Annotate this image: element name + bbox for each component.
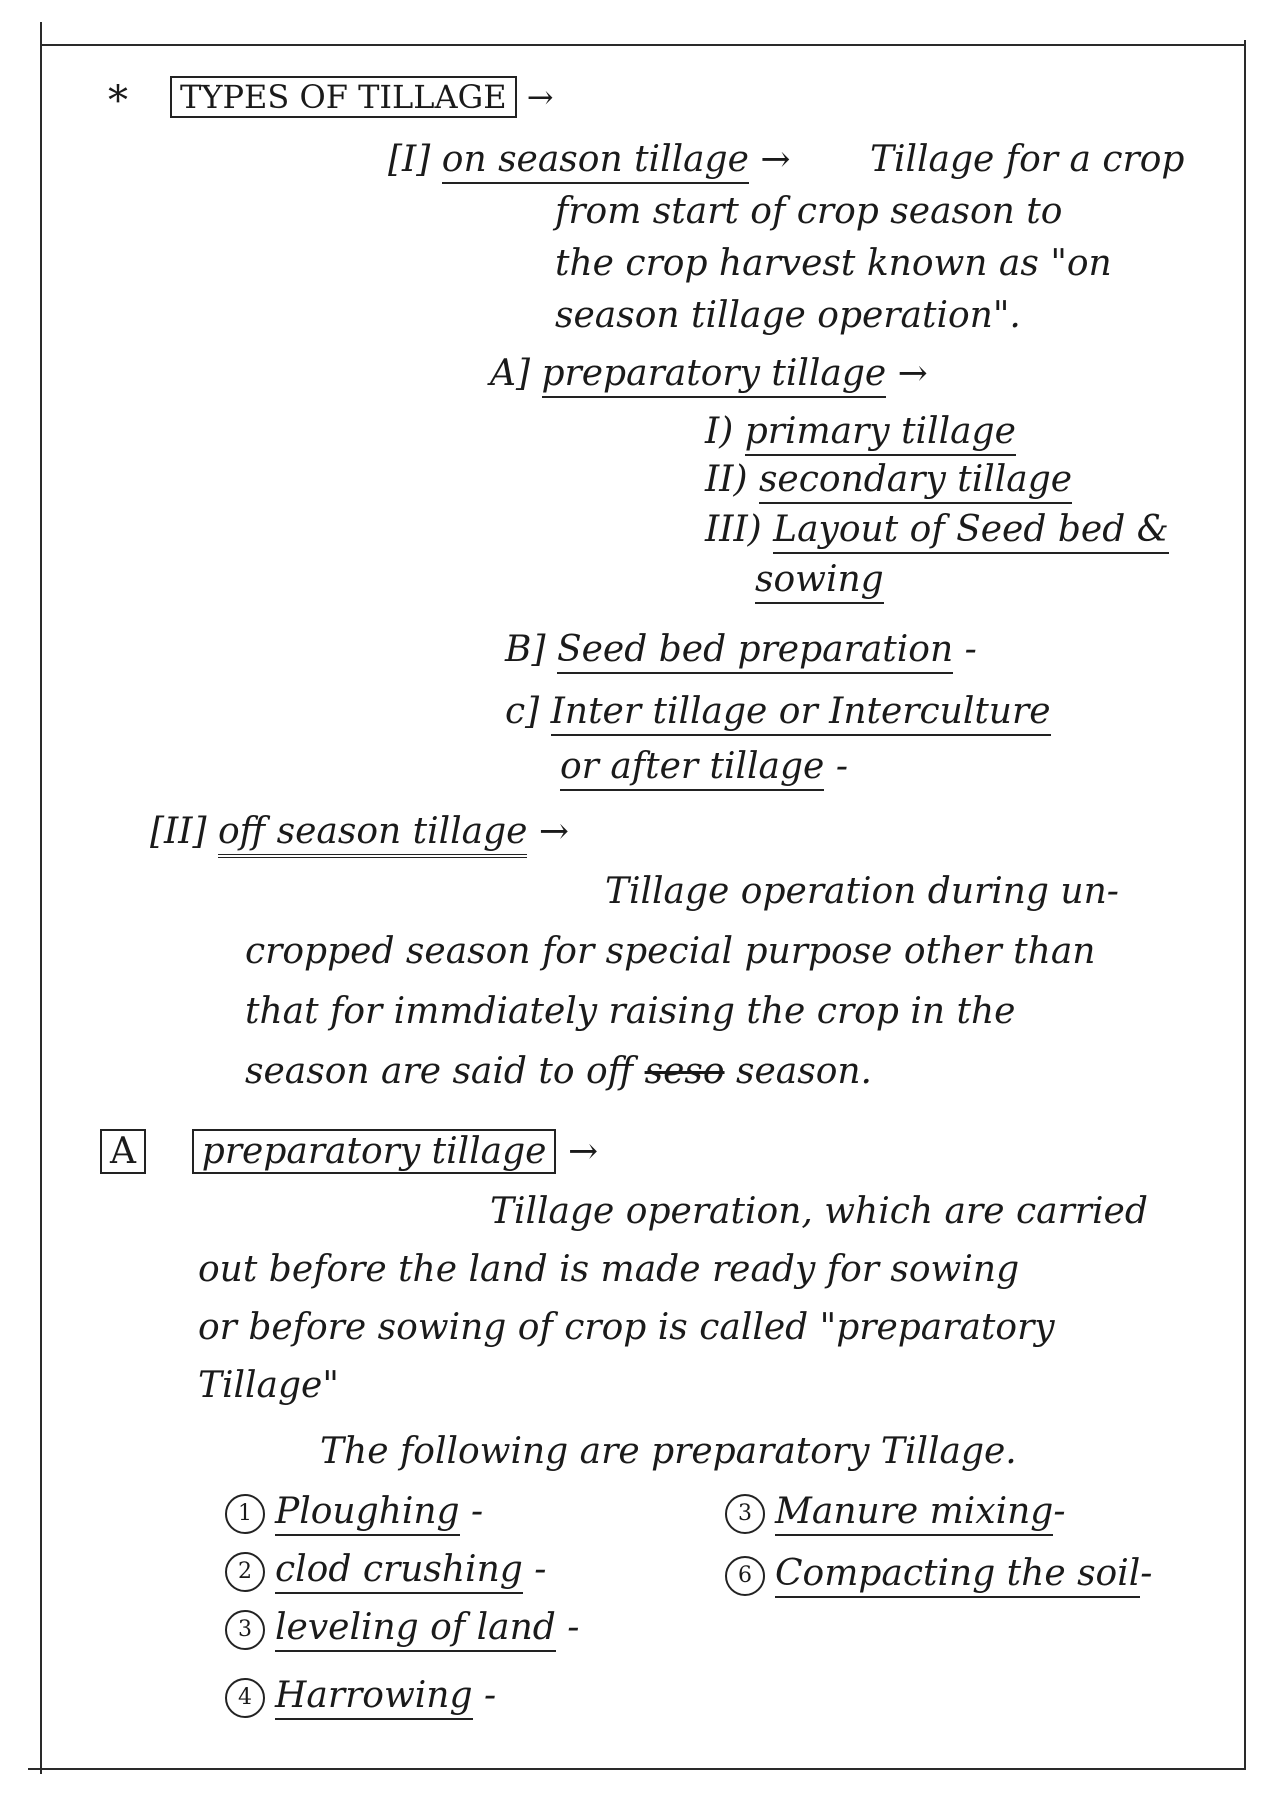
page-border-top xyxy=(40,44,1246,46)
section-two-line-3: that for immdiately raising the crop in the xyxy=(245,991,1016,1032)
sub-c-line-2: or after tillage xyxy=(560,746,824,791)
section-one-line-3: the crop harvest known as "on xyxy=(555,243,1112,284)
list-left-item-2-text: clod crushing xyxy=(275,1549,523,1594)
list-right-item-2-text: Compacting the soil xyxy=(775,1553,1140,1598)
page-border-left xyxy=(40,22,42,1774)
sub-c-marker: c] xyxy=(505,691,540,732)
section-a-marker: A xyxy=(100,1129,146,1174)
section-a-heading: preparatory tillage xyxy=(192,1129,557,1174)
section-two-heading: off season tillage xyxy=(218,811,527,858)
sub-a-item-2 xyxy=(705,458,1072,501)
page-border-bottom xyxy=(28,1768,1244,1770)
list-left-item-3 xyxy=(225,1606,579,1650)
section-one-arrow: → xyxy=(760,139,791,180)
list-left-item-3-suffix: - xyxy=(567,1607,580,1648)
section-one-heading-row xyxy=(388,138,791,181)
list-left-item-2-number: 2 xyxy=(225,1552,265,1592)
sub-a-item-3-numeral: III) xyxy=(705,509,762,550)
list-left-item-2-suffix: - xyxy=(534,1549,547,1590)
section-a-line-4: Tillage" xyxy=(198,1365,339,1406)
sub-a-item-1-text: primary tillage xyxy=(745,411,1016,456)
sub-a-item-3 xyxy=(705,508,1169,551)
list-right-item-1-text: Manure mixing xyxy=(775,1491,1053,1536)
sub-c-suffix: - xyxy=(835,746,848,787)
section-one-marker: [I] xyxy=(388,139,431,180)
list-left-item-4-text: Harrowing xyxy=(275,1675,473,1720)
section-two-line-4-start: season are said to off xyxy=(245,1051,645,1092)
list-left-item-1-number: 1 xyxy=(225,1494,265,1534)
sub-b-marker: B] xyxy=(505,629,546,670)
section-one-line-1: Tillage for a crop xyxy=(870,139,1185,180)
list-right-item-1-number: 3 xyxy=(725,1494,765,1534)
section-a-intro: The following are preparatory Tillage. xyxy=(320,1431,1017,1472)
section-two-line-4-end: season. xyxy=(724,1051,872,1092)
list-right-item-1-suffix: - xyxy=(1053,1491,1066,1532)
sub-b-suffix: - xyxy=(964,629,977,670)
list-left-item-4 xyxy=(225,1674,496,1718)
section-two-struck-word: seso xyxy=(644,1051,725,1092)
list-left-item-4-number: 4 xyxy=(225,1678,265,1718)
sub-a-heading: preparatory tillage xyxy=(542,353,887,398)
section-two-marker: [II] xyxy=(150,811,207,852)
sub-a-item-2-text: secondary tillage xyxy=(759,459,1072,504)
section-one-line-4: season tillage operation". xyxy=(555,295,1021,336)
section-one-line-2: from start of crop season to xyxy=(555,191,1063,232)
list-right-item-2-number: 6 xyxy=(725,1556,765,1596)
sub-a-item-2-numeral: II) xyxy=(705,459,748,500)
sub-c-row-2 xyxy=(560,745,848,788)
section-two-heading-row xyxy=(150,810,569,853)
section-two-arrow: → xyxy=(538,811,570,852)
sub-a-marker: A] xyxy=(490,353,531,394)
section-a-line-2: out before the land is made ready for sowing xyxy=(198,1249,1020,1290)
section-a-arrow: → xyxy=(567,1131,599,1172)
list-left-item-2 xyxy=(225,1548,546,1592)
section-two-line-1: Tillage operation during un- xyxy=(605,871,1119,912)
sub-a-item-1-numeral: I) xyxy=(705,411,734,452)
list-left-item-1-text: Ploughing xyxy=(275,1491,460,1536)
page-title: TYPES OF TILLAGE xyxy=(170,76,517,118)
section-a-line-3: or before sowing of crop is called "preparatory xyxy=(198,1307,1055,1348)
page-title-row xyxy=(170,78,554,116)
sub-a-item-3-continuation xyxy=(755,558,884,601)
sub-a-arrow: → xyxy=(897,353,928,394)
section-two-line-2: cropped season for special purpose other than xyxy=(245,931,1096,972)
list-right-item-1 xyxy=(725,1490,1066,1534)
sub-a-heading-row xyxy=(490,352,928,395)
sub-a-item-3-text: Layout of Seed bed & xyxy=(773,509,1169,554)
page-border-right xyxy=(1244,40,1246,1770)
sub-b-heading: Seed bed preparation xyxy=(557,629,953,674)
list-left-item-4-suffix: - xyxy=(483,1675,497,1716)
list-right-item-2 xyxy=(725,1552,1152,1596)
title-arrow: → xyxy=(526,78,554,116)
list-left-item-1-suffix: - xyxy=(471,1491,484,1532)
section-a-heading-row xyxy=(100,1130,598,1173)
section-a-line-1: Tillage operation, which are carried xyxy=(490,1191,1148,1232)
list-left-item-3-text: leveling of land xyxy=(275,1607,556,1652)
sub-b-row xyxy=(505,628,977,671)
sub-c-row xyxy=(505,690,1051,733)
asterisk-bullet: * xyxy=(108,78,128,124)
sub-a-continuation-text: sowing xyxy=(755,559,884,604)
sub-a-item-1 xyxy=(705,410,1016,453)
list-right-item-2-suffix: - xyxy=(1140,1553,1153,1594)
list-left-item-3-number: 3 xyxy=(225,1610,265,1650)
section-one-heading: on season tillage xyxy=(442,139,749,184)
list-left-item-1 xyxy=(225,1490,483,1534)
sub-c-line-1: Inter tillage or Interculture xyxy=(551,691,1051,736)
section-two-line-4 xyxy=(245,1050,872,1093)
